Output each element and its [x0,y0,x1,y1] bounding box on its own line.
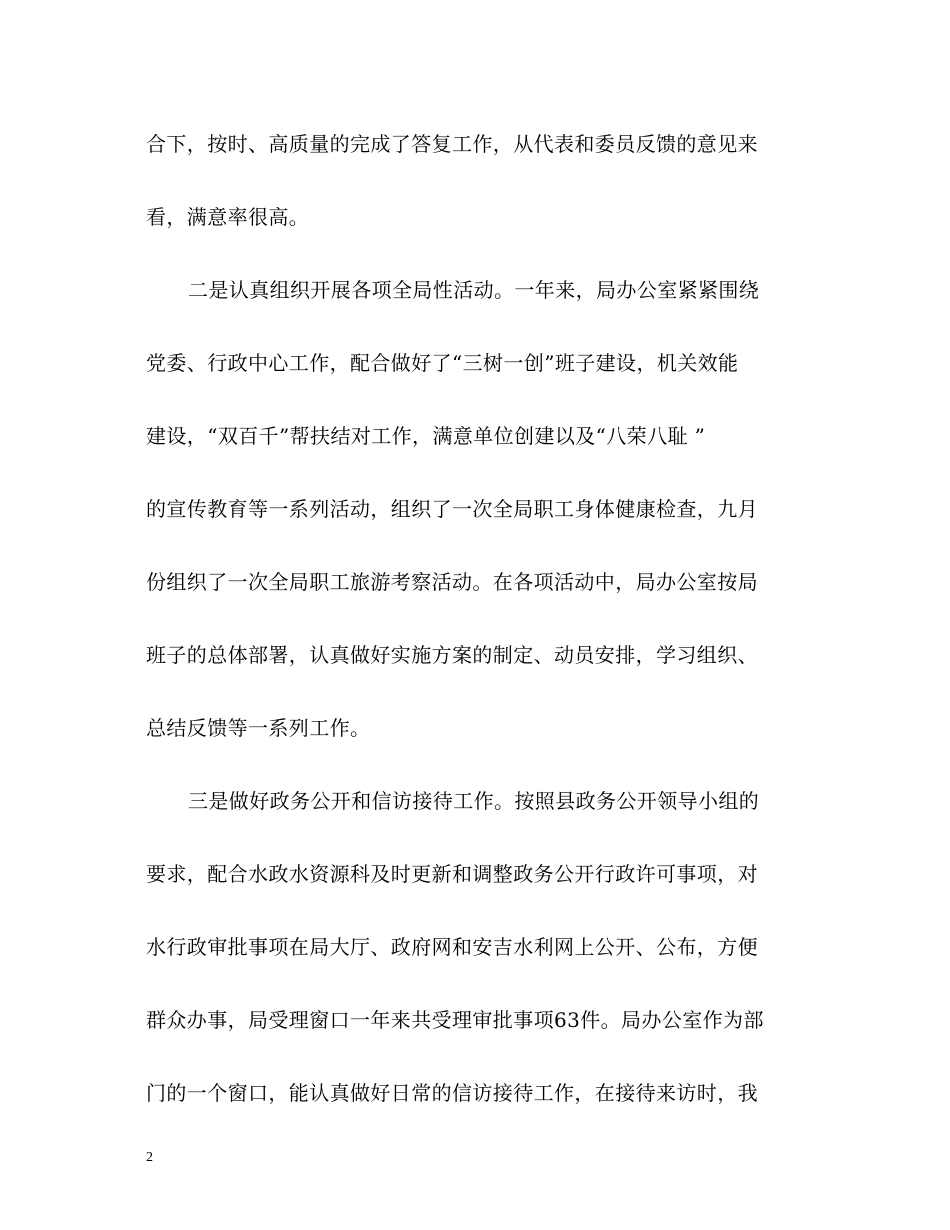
text-line: 要求，配合水政水资源科及时更新和调整政务公开行政许可事项，对 [146,862,758,886]
text-line: 份组织了一次全局职工旅游考察活动。在各项活动中，局办公室按局 [146,570,758,594]
text-line: 看，满意率很高。 [146,205,310,229]
text-line: 群众办事，局受理窗口一年来共受理审批事项63件。局办公室作为部 [146,1008,764,1032]
text-line: 总结反馈等一系列工作。 [146,716,371,740]
paragraph-start-line: 三是做好政务公开和信访接待工作。按照县政务公开领导小组的 [188,789,760,813]
text-line: 门的一个窗口，能认真做好日常的信访接待工作，在接待来访时，我 [146,1081,758,1105]
text-line: 的宣传教育等一系列活动，组织了一次全局职工身体健康检查，九月 [146,497,758,521]
page-number: 2 [146,1150,153,1165]
text-line: 建设，“双百千”帮扶结对工作，满意单位创建以及“八荣八耻 ” [146,424,706,448]
text-line: 水行政审批事项在局大厅、政府网和安吉水利网上公开、公布，方便 [146,935,758,959]
text-line: 班子的总体部署，认真做好实施方案的制定、动员安排，学习组织、 [146,643,758,667]
text-line: 合下，按时、高质量的完成了答复工作，从代表和委员反馈的意见来 [146,132,758,156]
paragraph-start-line: 二是认真组织开展各项全局性活动。一年来，局办公室紧紧围绕 [188,278,760,302]
text-line: 党委、行政中心工作，配合做好了“三树一创”班子建设，机关效能 [146,351,739,375]
